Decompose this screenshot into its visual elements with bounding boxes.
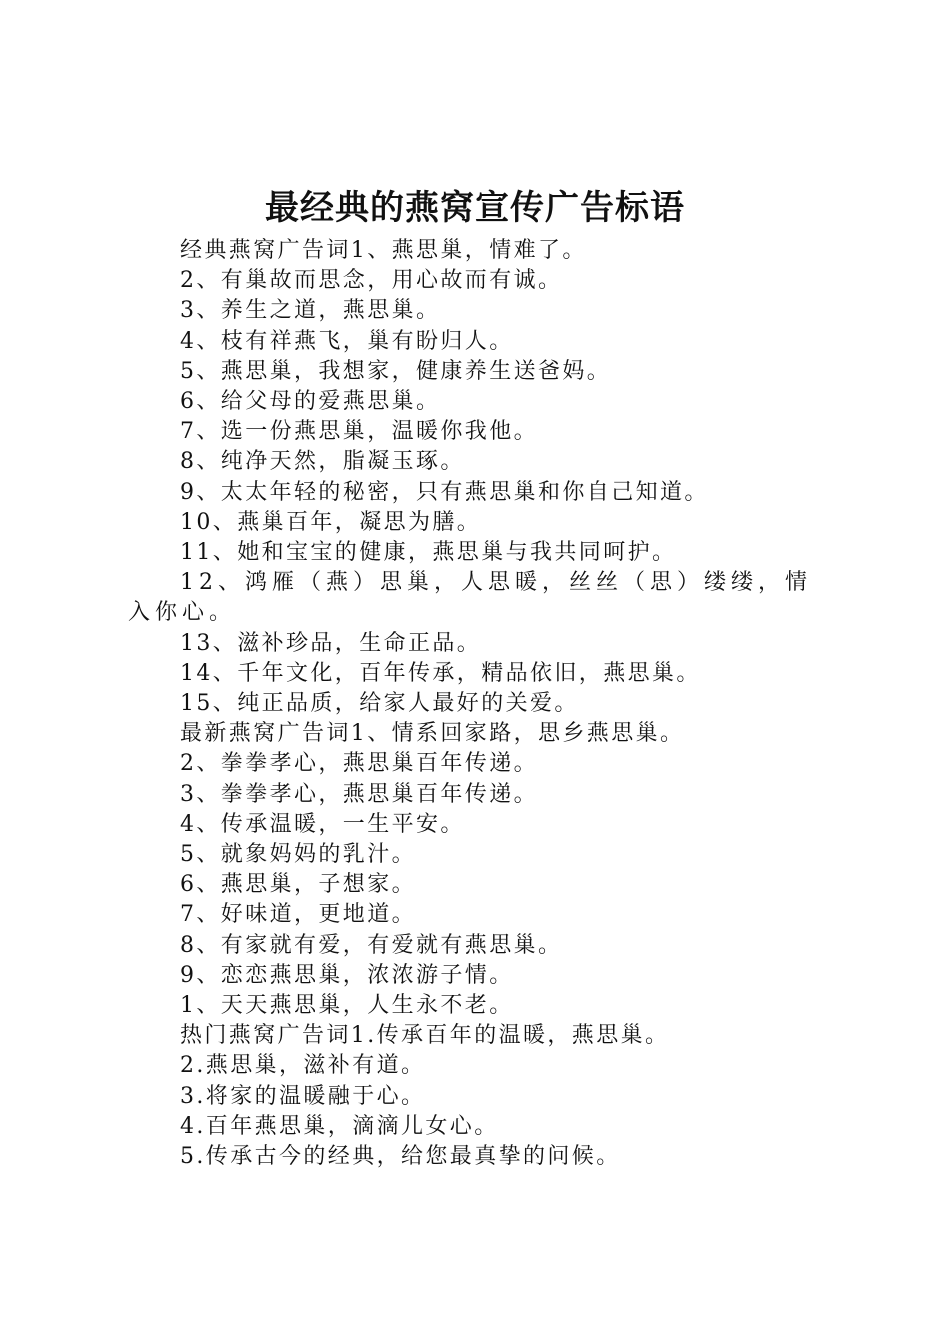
- paragraph-line: 经典燕窝广告词1、燕思巢，情难了。: [180, 238, 587, 263]
- paragraph-line: 2、有巢故而思念，用心故而有诚。: [180, 268, 563, 294]
- paragraph-line: 2、拳拳孝心，燕思巢百年传递。: [180, 751, 538, 777]
- paragraph-line: 2.燕思巢，滋补有道。: [180, 1053, 426, 1079]
- paragraph-line: 7、选一份燕思巢，温暖你我他。: [180, 419, 538, 445]
- paragraph-line: 9、恋恋燕思巢，浓浓游子情。: [180, 962, 514, 988]
- paragraph-line: 最新燕窝广告词1、情系回家路，思乡燕思巢。: [180, 721, 685, 747]
- paragraph-line: 10、燕巢百年，凝思为膳。: [180, 509, 482, 535]
- paragraph-line: 5.传承古今的经典，给您最真挚的问候。: [180, 1144, 621, 1170]
- paragraph-line: 13、滋补珍品，生命正品。: [180, 630, 482, 656]
- paragraph-line: 8、纯净天然，脂凝玉琢。: [180, 449, 465, 475]
- paragraph-line: 8、有家就有爱，有爱就有燕思巢。: [180, 932, 563, 958]
- paragraph-line: 4、传承温暖，一生平安。: [180, 811, 465, 837]
- paragraph-line: 6、给父母的爱燕思巢。: [180, 389, 441, 415]
- paragraph-line: 4.百年燕思巢，滴滴儿女心。: [180, 1113, 499, 1139]
- document-title: 最经典的燕窝宣传广告标语: [265, 188, 685, 228]
- paragraph-line: 14、千年文化，百年传承，精品依旧，燕思巢。: [180, 660, 701, 686]
- paragraph-line: 热门燕窝广告词1.传承百年的温暖，燕思巢。: [180, 1023, 670, 1049]
- paragraph-line: 3.将家的温暖融于心。: [180, 1083, 426, 1109]
- paragraph-line: 3、拳拳孝心，燕思巢百年传递。: [180, 781, 538, 807]
- paragraph-line: 15、纯正品质，给家人最好的关爱。: [180, 691, 579, 717]
- paragraph-line: 5、就象妈妈的乳汁。: [180, 842, 416, 868]
- paragraph-line: 11、她和宝宝的健康，燕思巢与我共同呵护。: [180, 540, 677, 566]
- paragraph-line: 1、天天燕思巢，人生永不老。: [180, 993, 514, 1019]
- paragraph-line: 3、养生之道，燕思巢。: [180, 298, 441, 324]
- document-body: [128, 236, 834, 1172]
- paragraph-line: 12、鸿雁（燕）思巢，人思暖，丝丝（思）缕缕，情入你心。: [128, 570, 812, 626]
- paragraph-line: 5、燕思巢，我想家，健康养生送爸妈。: [180, 358, 612, 384]
- paragraph-line: 4、枝有祥燕飞，巢有盼归人。: [180, 328, 514, 354]
- paragraph-line: 7、好味道，更地道。: [180, 902, 416, 928]
- paragraph-line: 9、太太年轻的秘密，只有燕思巢和你自己知道。: [180, 479, 709, 505]
- paragraph-line: 6、燕思巢，子想家。: [180, 872, 416, 898]
